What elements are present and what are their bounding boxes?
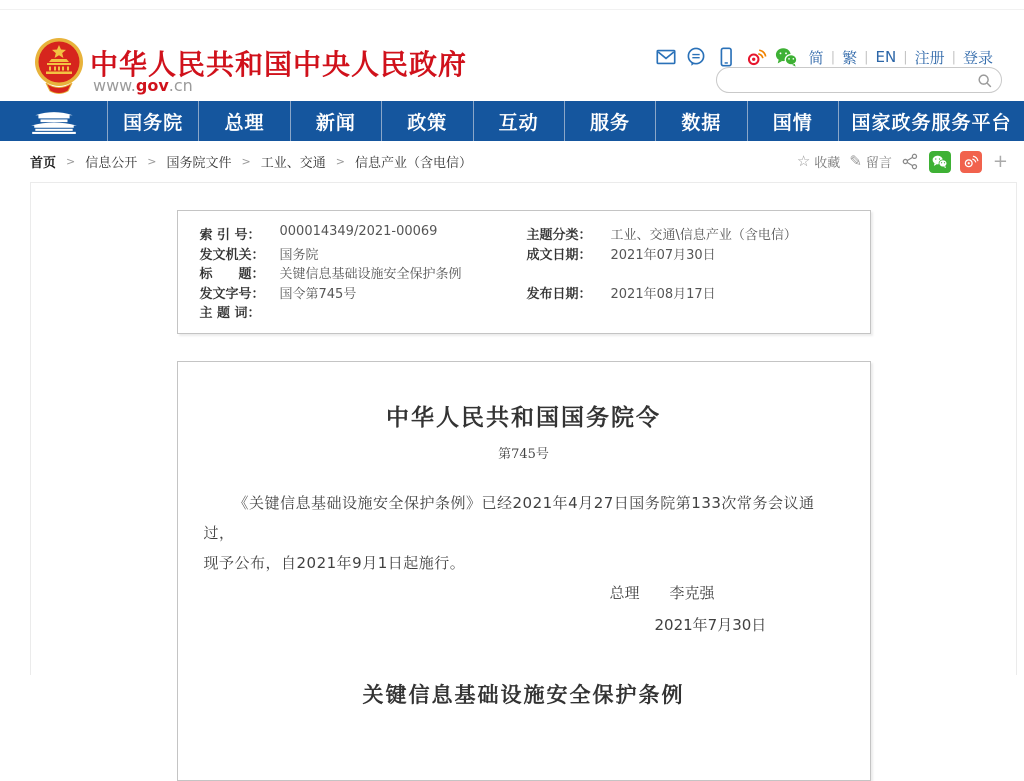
breadcrumb-separator: > <box>147 155 157 168</box>
decree-number: 第745号 <box>498 446 549 462</box>
site-header <box>0 10 1024 101</box>
mobile-icon[interactable] <box>715 46 737 68</box>
breadcrumb-separator: > <box>66 155 76 168</box>
mail-icon[interactable] <box>655 46 677 68</box>
weibo-icon <box>962 153 979 170</box>
meta-publish-date: 发布日期： 2021年08月17日 <box>526 286 716 302</box>
nav-tab-services[interactable]: 服务 <box>564 101 655 141</box>
decree-title: 中华人民共和国国务院令 <box>386 403 661 431</box>
meta-subject-words: 主 题 词： <box>199 306 261 322</box>
nav-tab-news[interactable]: 新闻 <box>290 101 381 141</box>
breadcrumb-separator: > <box>241 155 251 168</box>
meta-topic-category: 主题分类： 工业、交通\信息产业（含电信） <box>526 228 797 244</box>
site-url: www.gov.cn <box>93 76 193 95</box>
page-top-divider <box>0 0 1024 10</box>
login-link[interactable]: 登录 <box>962 48 993 67</box>
nav-tab-national-conditions[interactable]: 国情 <box>747 101 838 141</box>
document-body <box>177 361 871 781</box>
language-account-links <box>809 47 993 68</box>
breadcrumb-row <box>0 141 1024 182</box>
lang-traditional-link[interactable]: 繁 <box>842 48 858 67</box>
breadcrumb-info-industry-link[interactable]: 信息产业（含电信） <box>354 156 472 171</box>
signature-line: 总理 李克强 <box>609 583 715 602</box>
register-link[interactable]: 注册 <box>914 48 945 67</box>
meta-index-number: 索 引 号： 000014349/2021-00069 <box>199 224 438 244</box>
nav-tab-interact[interactable]: 互动 <box>473 101 564 141</box>
favorite-button[interactable] <box>797 152 840 171</box>
signature-date: 2021年7月30日 <box>654 615 767 634</box>
breadcrumb-separator: > <box>335 155 345 168</box>
breadcrumb-industry-transport-link[interactable]: 工业、交通 <box>260 156 326 171</box>
decree-paragraph-line: 《关键信息基础设施安全保护条例》已经2021年4月27日国务院第133次常务会议通过， <box>203 493 815 542</box>
link-separator: | <box>903 49 908 65</box>
share-icon[interactable] <box>901 152 920 171</box>
pencil-icon: ✎ <box>849 152 862 170</box>
message-icon[interactable] <box>685 46 707 68</box>
nav-home-tab[interactable] <box>0 101 107 141</box>
weibo-icon[interactable] <box>745 46 767 68</box>
decree-paragraph <box>204 488 844 578</box>
meta-document-number: 发文字号： 国令第745号 <box>199 286 357 302</box>
tiananmen-icon <box>27 108 81 135</box>
comment-button[interactable] <box>849 152 892 171</box>
favorite-label: 收藏 <box>814 156 841 171</box>
header-utility-bar <box>655 46 993 68</box>
wechat-icon[interactable] <box>775 46 797 68</box>
lang-simplified-link[interactable]: 简 <box>808 48 824 67</box>
wechat-share-button[interactable] <box>929 151 951 173</box>
content-panel <box>30 182 1017 707</box>
more-share-button[interactable]: + <box>992 151 1008 172</box>
national-emblem-logo[interactable] <box>34 37 84 93</box>
breadcrumb-state-council-docs-link[interactable]: 国务院文件 <box>166 156 232 171</box>
breadcrumb-info-disclosure-link[interactable]: 信息公开 <box>85 156 138 171</box>
link-separator: | <box>951 49 956 65</box>
nav-tab-state-council[interactable]: 国务院 <box>107 101 198 141</box>
nav-tab-premier[interactable]: 总理 <box>198 101 289 141</box>
comment-label: 留言 <box>865 156 892 171</box>
search-icon[interactable] <box>976 72 994 90</box>
search-box[interactable] <box>716 67 1002 93</box>
meta-issuing-agency: 发文机关： 国务院 <box>199 247 319 263</box>
regulation-title: 关键信息基础设施安全保护条例 <box>362 681 685 707</box>
breadcrumb-home-link[interactable]: 首页 <box>30 156 57 171</box>
search-input[interactable] <box>729 69 969 91</box>
nav-tab-policy[interactable]: 政策 <box>381 101 472 141</box>
meta-written-date: 成文日期： 2021年07月30日 <box>526 247 716 263</box>
decree-paragraph-line: 现予公布，自2021年9月1日起施行。 <box>203 553 466 572</box>
nav-tab-data[interactable]: 数据 <box>655 101 746 141</box>
link-separator: | <box>864 49 869 65</box>
meta-title: 标 题： 关键信息基础设施安全保护条例 <box>199 267 462 283</box>
lang-english-link[interactable]: EN <box>875 48 897 66</box>
star-icon: ☆ <box>796 152 811 170</box>
main-navigation <box>0 101 1024 141</box>
weibo-share-button[interactable] <box>960 151 982 173</box>
link-separator: | <box>830 49 836 65</box>
document-metadata-table <box>177 210 871 334</box>
site-title: 中华人民共和国中央人民政府 <box>90 48 468 81</box>
nav-tab-gov-service-platform[interactable]: 国家政务服务平台 <box>838 101 1024 141</box>
wechat-icon <box>931 154 948 169</box>
page-tools <box>797 151 1008 173</box>
